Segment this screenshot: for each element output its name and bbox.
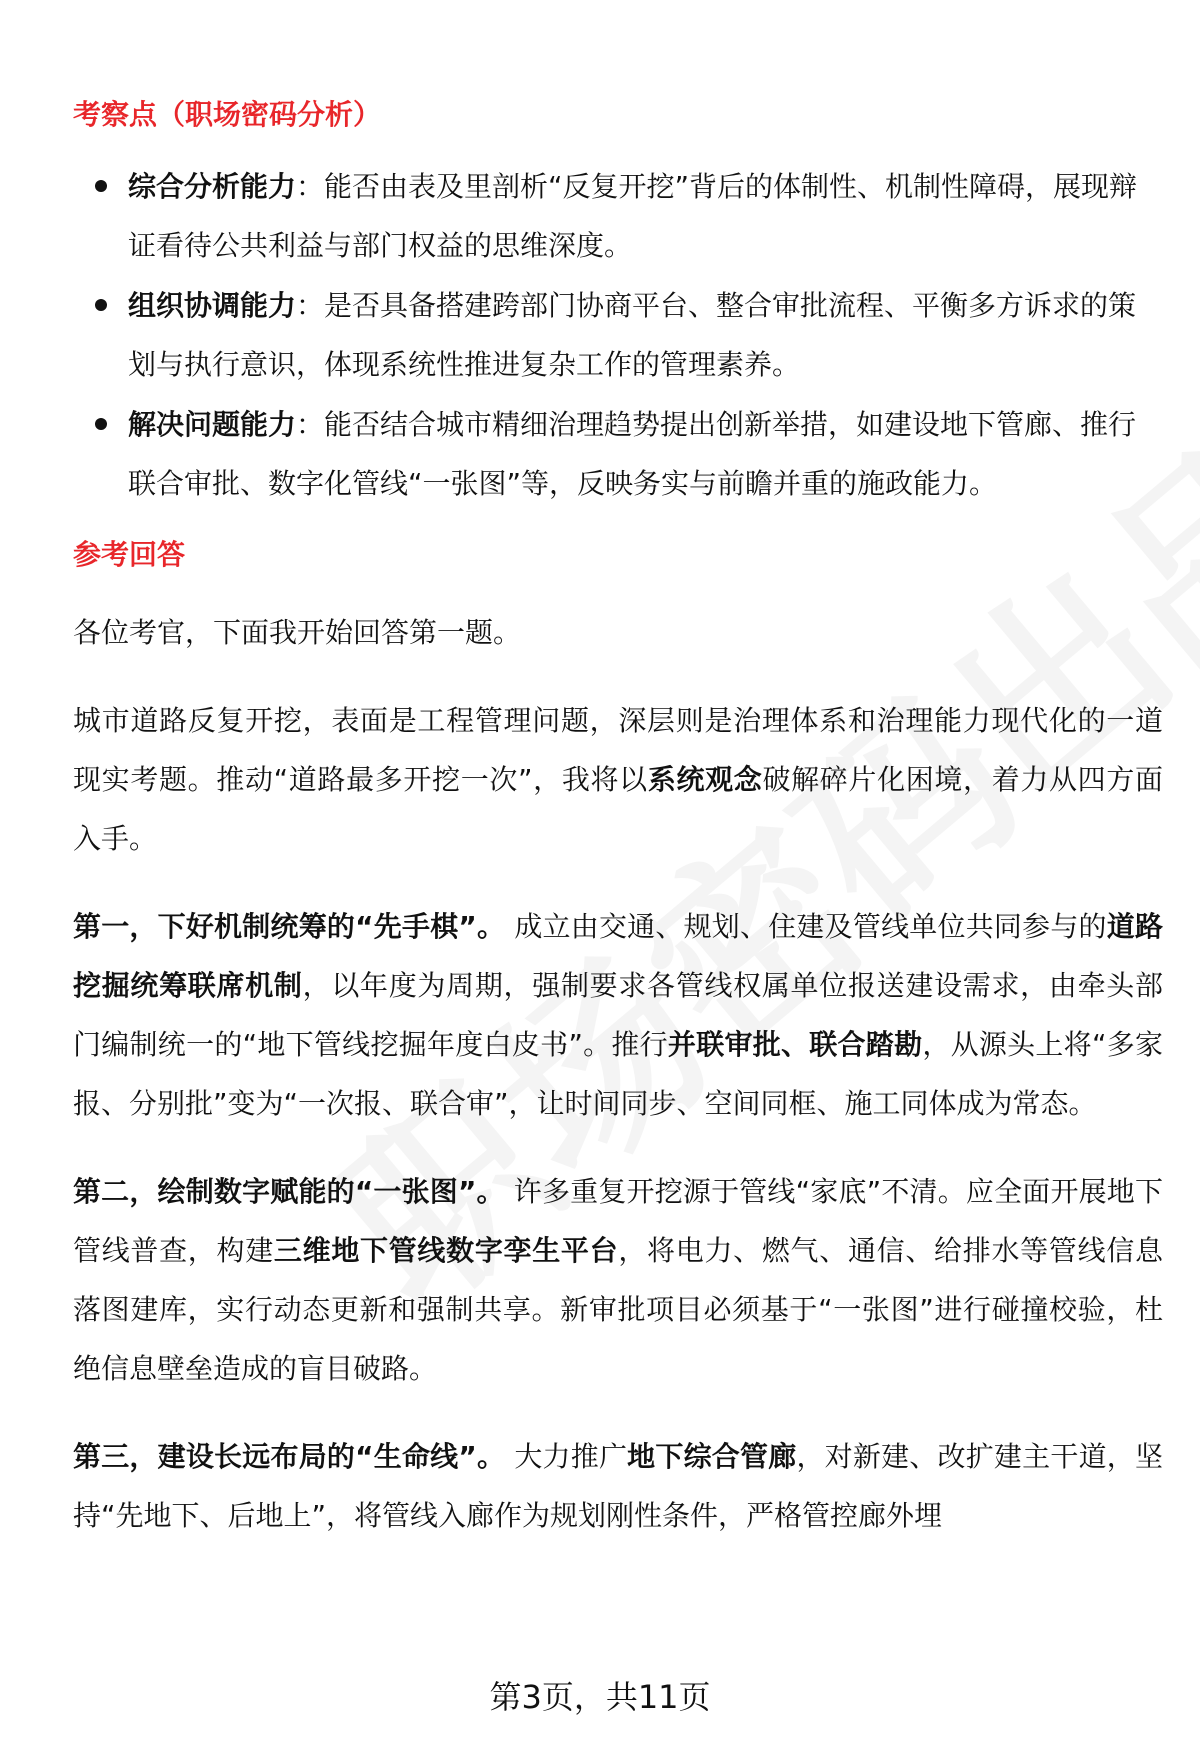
answer-paragraph-3 xyxy=(73,1162,1163,1398)
list-item xyxy=(73,157,1163,275)
bold-phrase: 并联审批、联合踏勘 xyxy=(667,1028,923,1061)
text-run: 大力推广 xyxy=(505,1440,628,1473)
point-label: 组织协调能力 xyxy=(128,289,297,322)
text-run: ，以年度为周期，强制要求各管线权属单位报送建设需求，由牵头部门编制统一的“地下管线挖掘年度白皮书”。推行 xyxy=(73,969,1163,1061)
answer-paragraph-1 xyxy=(73,691,1163,868)
text-run: 成立由交通、规划、住建及管线单位共同参与的 xyxy=(505,910,1107,943)
bullet-icon xyxy=(95,180,107,192)
section-heading-assessment: 考察点（职场密码分析） xyxy=(73,98,382,131)
text-run: ，从源头上将“多家报、分别批”变为“一次报、联合审”，让时间同步、空间同框、施工同体成为常态。 xyxy=(73,1028,1163,1120)
text-run: ，将电力、燃气、通信、给排水等管线信息落图建库，实行动态更新和强制共享。新审批项目必须基于“一张图”进行碰撞校验，杜绝信息壁垒造成的盲目破路。 xyxy=(73,1234,1163,1385)
text-run: 破解碎片化困境，着力从四方面入手。 xyxy=(73,763,1163,855)
paragraph-lead: 第二，绘制数字赋能的“一张图”。 xyxy=(73,1175,505,1208)
point-label: 解决问题能力 xyxy=(128,408,297,441)
paragraph-lead: 第三，建设长远布局的“生命线”。 xyxy=(73,1440,506,1473)
point-separator: ： xyxy=(296,289,325,322)
assessment-points-list xyxy=(73,157,1163,513)
text-run: ，对新建、改扩建主干道，坚持“先地下、后地上”，将管线入廊作为规划刚性条件，严格管控廊外埋 xyxy=(73,1440,1163,1532)
answer-paragraph-4 xyxy=(73,1427,1163,1545)
answer-paragraph-2 xyxy=(73,897,1163,1133)
answer-intro: 各位考官，下面我开始回答第一题。 xyxy=(73,616,522,649)
list-item xyxy=(73,395,1163,513)
list-item xyxy=(73,276,1163,394)
point-text: 能否结合城市精细治理趋势提出创新举措，如建设地下管廊、推行联合审批、数字化管线“一张图”等，反映务实与前瞻并重的施政能力。 xyxy=(128,408,1137,500)
text-run: 城市道路反复开挖，表面是工程管理问题，深层则是治理体系和治理能力现代化的一道现实考题。推动“道路最多开挖一次”，我将以 xyxy=(73,704,1163,796)
point-text: 能否由表及里剖析“反复开挖”背后的体制性、机制性障碍，展现辩证看待公共利益与部门权益的思维深度。 xyxy=(128,170,1138,262)
point-separator: ： xyxy=(296,408,325,441)
bold-phrase: 三维地下管线数字孪生平台 xyxy=(273,1234,619,1267)
section-heading-answer: 参考回答 xyxy=(73,538,186,571)
point-label: 综合分析能力 xyxy=(128,170,297,203)
bold-phrase: 道路挖掘统筹联席机制 xyxy=(73,910,1163,1002)
bullet-icon xyxy=(95,299,107,311)
bold-phrase: 系统观念 xyxy=(647,763,763,796)
point-text: 是否具备搭建跨部门协商平台、整合审批流程、平衡多方诉求的策划与执行意识，体现系统性推进复杂工作的管理素养。 xyxy=(128,289,1137,381)
bullet-icon xyxy=(95,418,107,430)
page-number-footer: 第3页，共11页 xyxy=(489,1678,711,1716)
paragraph-lead: 第一，下好机制统筹的“先手棋”。 xyxy=(73,910,506,943)
bold-phrase: 地下综合管廊 xyxy=(627,1440,797,1473)
page-content xyxy=(73,95,1163,1574)
point-separator: ： xyxy=(296,170,325,203)
text-run: 许多重复开挖源于管线“家底”不清。应全面开展地下管线普查，构建 xyxy=(73,1175,1163,1267)
